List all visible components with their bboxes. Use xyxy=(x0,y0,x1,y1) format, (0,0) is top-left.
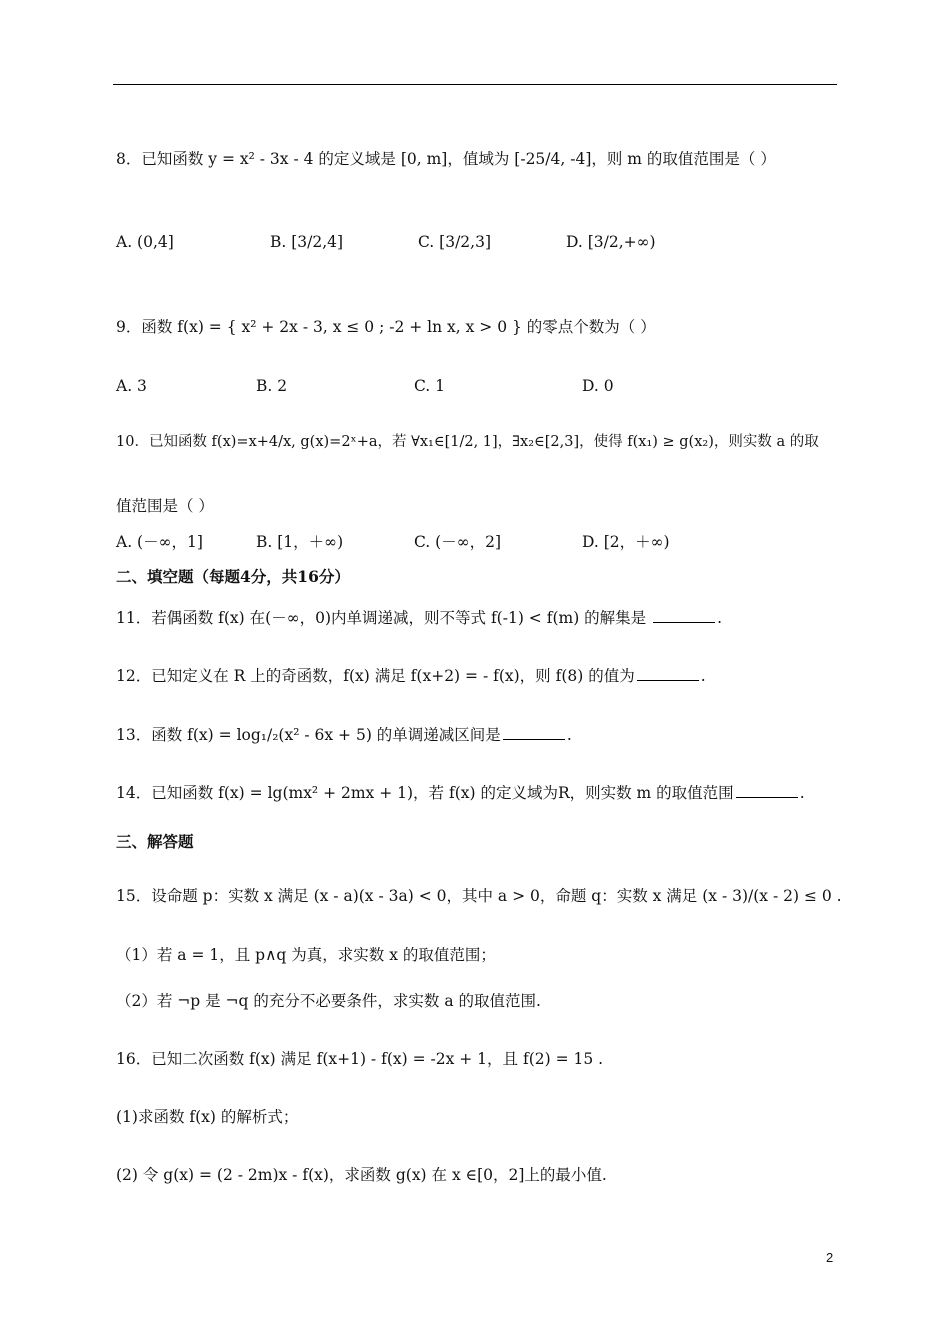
question-9: 9．函数 f(x) = { x² + 2x - 3, x ≤ 0 ; -2 + ln x, x > 0 } 的零点个数为（ ） xyxy=(116,318,656,336)
question-16-part-1: (1)求函数 f(x) 的解析式； xyxy=(116,1108,299,1126)
q9-option-d: D. 0 xyxy=(582,377,614,395)
question-13: 13．函数 f(x) = log₁/₂(x² - 6x + 5) 的单调递减区间是 . xyxy=(116,726,572,744)
q9-option-b: B. 2 xyxy=(256,377,288,395)
question-16-part-2: (2) 令 g(x) = (2 - 2m)x - f(x)，求函数 g(x) 在 x ∈[0，2]上的最小值. xyxy=(116,1166,607,1184)
section-solutions: 三、解答题 xyxy=(116,832,194,851)
q10-option-b: B. [1，＋∞) xyxy=(256,533,344,551)
header-rule xyxy=(113,84,837,85)
question-15: 15．设命题 p：实数 x 满足 (x - a)(x - 3a) < 0，其中 a > 0，命题 q：实数 x 满足 (x - 3)/(x - 2) ≤ 0 . xyxy=(116,887,842,905)
q9-option-a: A. 3 xyxy=(116,377,147,395)
q8-option-c: C. [3/2,3] xyxy=(418,233,491,251)
question-8: 8．已知函数 y = x² - 3x - 4 的定义域是 [0, m]，值域为 [-25/4, -4]，则 m 的取值范围是（ ） xyxy=(116,150,776,168)
question-15-part-1: （1）若 a = 1，且 p∧q 为真，求实数 x 的取值范围； xyxy=(116,946,496,964)
q8-option-a: A. (0,4] xyxy=(116,233,174,251)
section-fill-in: 二、填空题（每题4分，共16分） xyxy=(116,567,350,586)
page-number: 2 xyxy=(826,1250,834,1265)
question-10-continued: 值范围是（ ） xyxy=(116,497,214,515)
question-16: 16．已知二次函数 f(x) 满足 f(x+1) - f(x) = -2x + 1，且 f(2) = 15 . xyxy=(116,1050,604,1068)
question-15-part-2: （2）若 ¬p 是 ¬q 的充分不必要条件，求实数 a 的取值范围. xyxy=(116,992,541,1010)
question-10: 10．已知函数 f(x)=x+4/x, g(x)=2ˣ+a，若 ∀x₁∈[1/2, 1]，∃x₂∈[2,3]，使得 f(x₁) ≥ g(x₂)，则实数 a 的取 xyxy=(116,434,819,450)
q9-option-c: C. 1 xyxy=(414,377,446,395)
question-12: 12．已知定义在 R 上的奇函数，f(x) 满足 f(x+2) = - f(x)，则 f(8) 的值为 . xyxy=(116,667,706,685)
q8-option-b: B. [3/2,4] xyxy=(270,233,344,251)
question-11: 11．若偶函数 f(x) 在(－∞，0)内单调递减，则不等式 f(-1) < f(m) 的解集是 . xyxy=(116,609,723,627)
q10-option-a: A. (－∞，1] xyxy=(116,533,203,551)
question-14: 14．已知函数 f(x) = lg(mx² + 2mx + 1)，若 f(x) 的定义域为R，则实数 m 的取值范围 . xyxy=(116,784,805,802)
q8-option-d: D. [3/2,+∞) xyxy=(566,233,656,251)
q10-option-c: C. (－∞，2] xyxy=(414,533,502,551)
q10-option-d: D. [2，＋∞) xyxy=(582,533,670,551)
